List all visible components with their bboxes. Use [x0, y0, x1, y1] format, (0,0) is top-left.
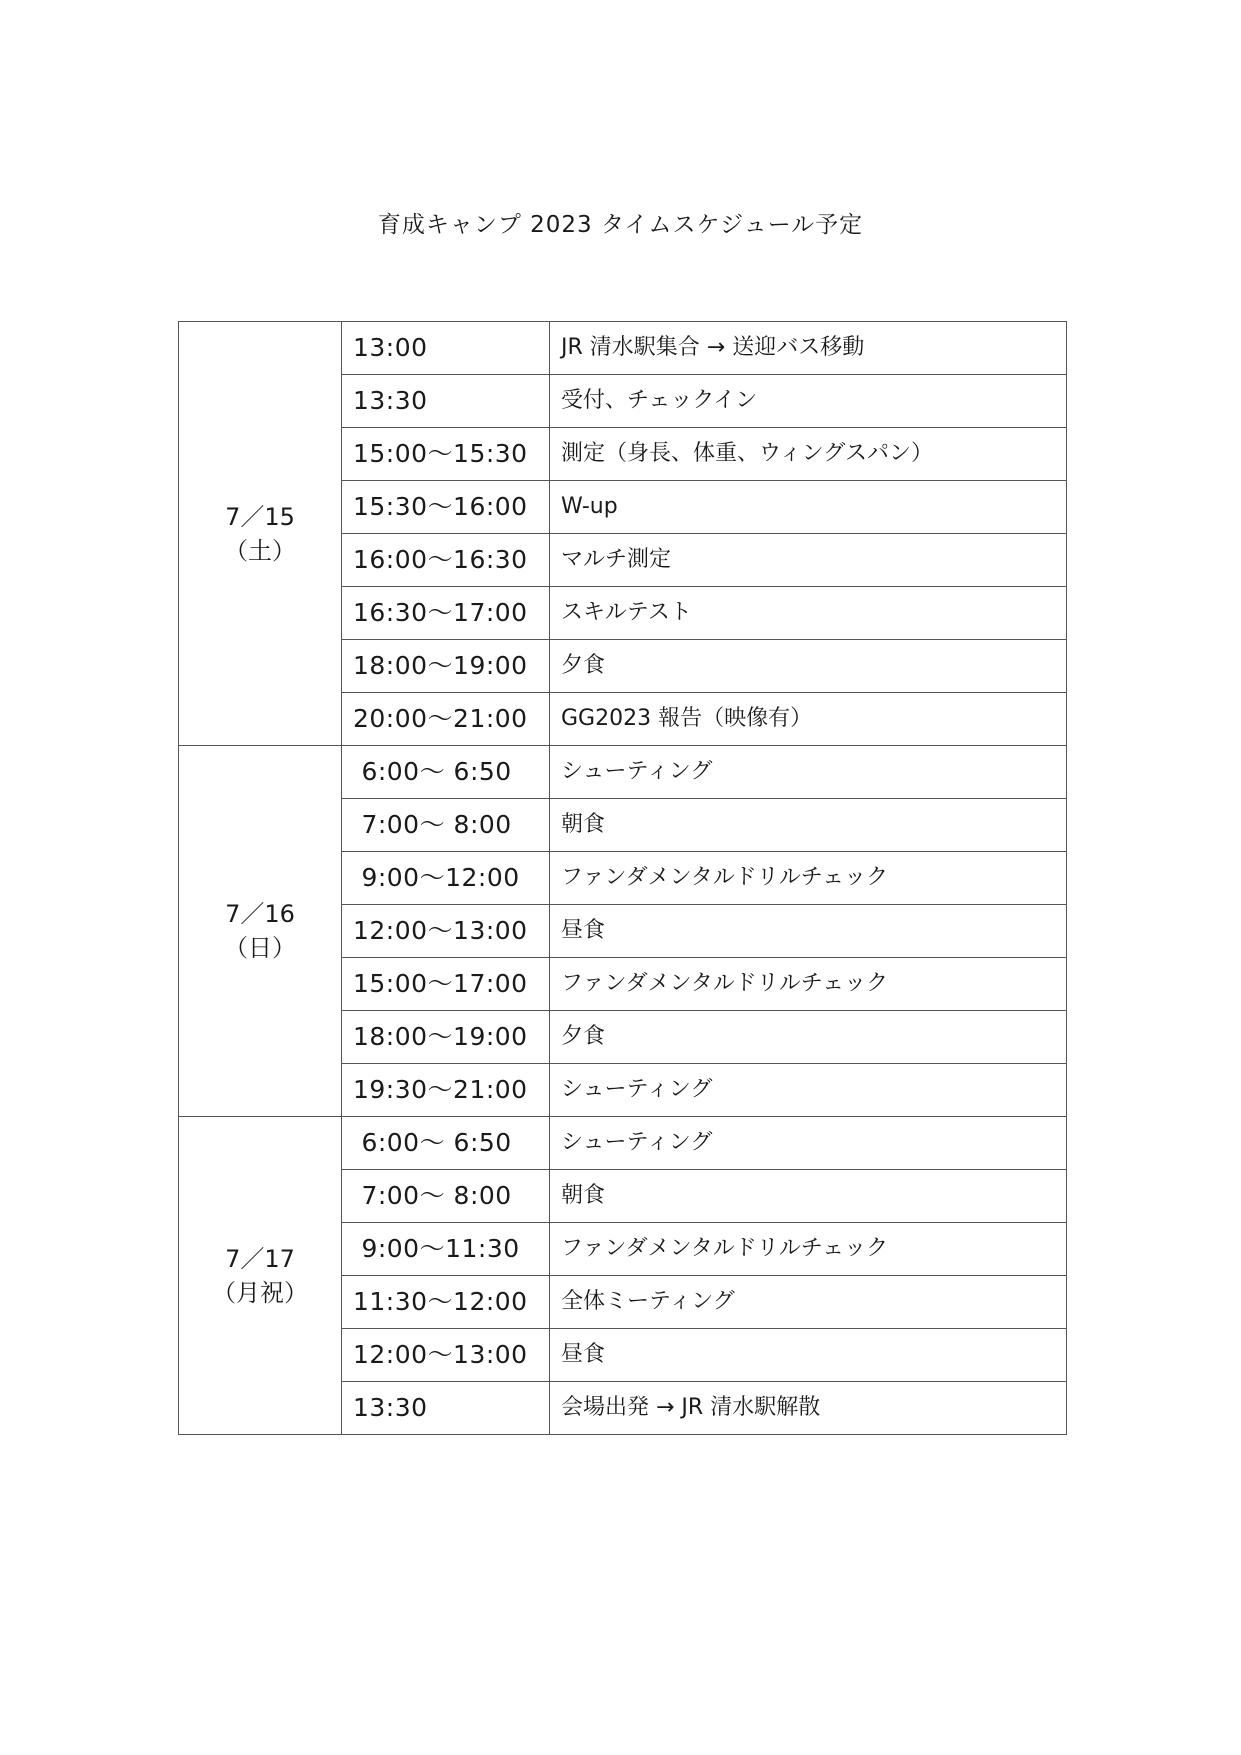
event-cell: W-up	[550, 481, 1067, 534]
event-cell: ファンダメンタルドリルチェック	[550, 958, 1067, 1011]
time-cell: 15:00～15:30	[342, 428, 550, 481]
day-weekday: （日）	[224, 934, 296, 962]
event-cell: 朝食	[550, 1170, 1067, 1223]
event-cell: 会場出発 → JR 清水駅解散	[550, 1382, 1067, 1435]
time-cell: 18:00～19:00	[342, 1011, 550, 1064]
time-cell: 9:00～12:00	[342, 852, 550, 905]
time-cell: 18:00～19:00	[342, 640, 550, 693]
time-cell: 9:00～11:30	[342, 1223, 550, 1276]
event-cell: JR 清水駅集合 → 送迎バス移動	[550, 322, 1067, 375]
time-cell: 16:30～17:00	[342, 587, 550, 640]
day-date: 7／16	[225, 900, 295, 928]
day-date: 7／17	[225, 1244, 295, 1273]
event-cell: シューティング	[550, 1117, 1067, 1170]
time-cell: 13:30	[342, 375, 550, 428]
day-weekday: （土）	[224, 536, 296, 565]
event-cell: GG2023 報告（映像有）	[550, 693, 1067, 746]
time-cell: 7:00～ 8:00	[342, 799, 550, 852]
schedule-body	[179, 322, 1067, 1435]
time-cell: 7:00～ 8:00	[342, 1170, 550, 1223]
event-cell: シューティング	[550, 746, 1067, 799]
time-cell: 19:30～21:00	[342, 1064, 550, 1117]
time-cell: 6:00～ 6:50	[342, 746, 550, 799]
day-date-cell	[179, 1117, 342, 1435]
time-cell: 11:30～12:00	[342, 1276, 550, 1329]
time-cell: 15:00～17:00	[342, 958, 550, 1011]
schedule-row	[179, 1117, 1067, 1170]
event-cell: 朝食	[550, 799, 1067, 852]
time-cell: 15:30～16:00	[342, 481, 550, 534]
time-cell: 12:00～13:00	[342, 905, 550, 958]
event-cell: ファンダメンタルドリルチェック	[550, 852, 1067, 905]
document-title: 育成キャンプ 2023 タイムスケジュール予定	[377, 212, 864, 238]
event-cell: マルチ測定	[550, 534, 1067, 587]
time-cell: 13:30	[342, 1382, 550, 1435]
day-date-cell	[179, 746, 342, 1117]
day-weekday: （月祝）	[212, 1278, 308, 1307]
time-cell: 12:00～13:00	[342, 1329, 550, 1382]
schedule-row	[179, 322, 1067, 375]
schedule-row	[179, 746, 1067, 799]
event-cell: 受付、チェックイン	[550, 375, 1067, 428]
event-cell: 昼食	[550, 1329, 1067, 1382]
schedule-table	[178, 321, 1067, 1435]
event-cell: 夕食	[550, 1011, 1067, 1064]
time-cell: 16:00～16:30	[342, 534, 550, 587]
time-cell: 13:00	[342, 322, 550, 375]
event-cell: 全体ミーティング	[550, 1276, 1067, 1329]
event-cell: 測定（身長、体重、ウィングスパン）	[550, 428, 1067, 481]
time-cell: 20:00～21:00	[342, 693, 550, 746]
event-cell: ファンダメンタルドリルチェック	[550, 1223, 1067, 1276]
event-cell: 昼食	[550, 905, 1067, 958]
day-date: 7／15	[225, 502, 295, 531]
event-cell: 夕食	[550, 640, 1067, 693]
event-cell: シューティング	[550, 1064, 1067, 1117]
time-cell: 6:00～ 6:50	[342, 1117, 550, 1170]
day-date-cell	[179, 322, 342, 746]
event-cell: スキルテスト	[550, 587, 1067, 640]
